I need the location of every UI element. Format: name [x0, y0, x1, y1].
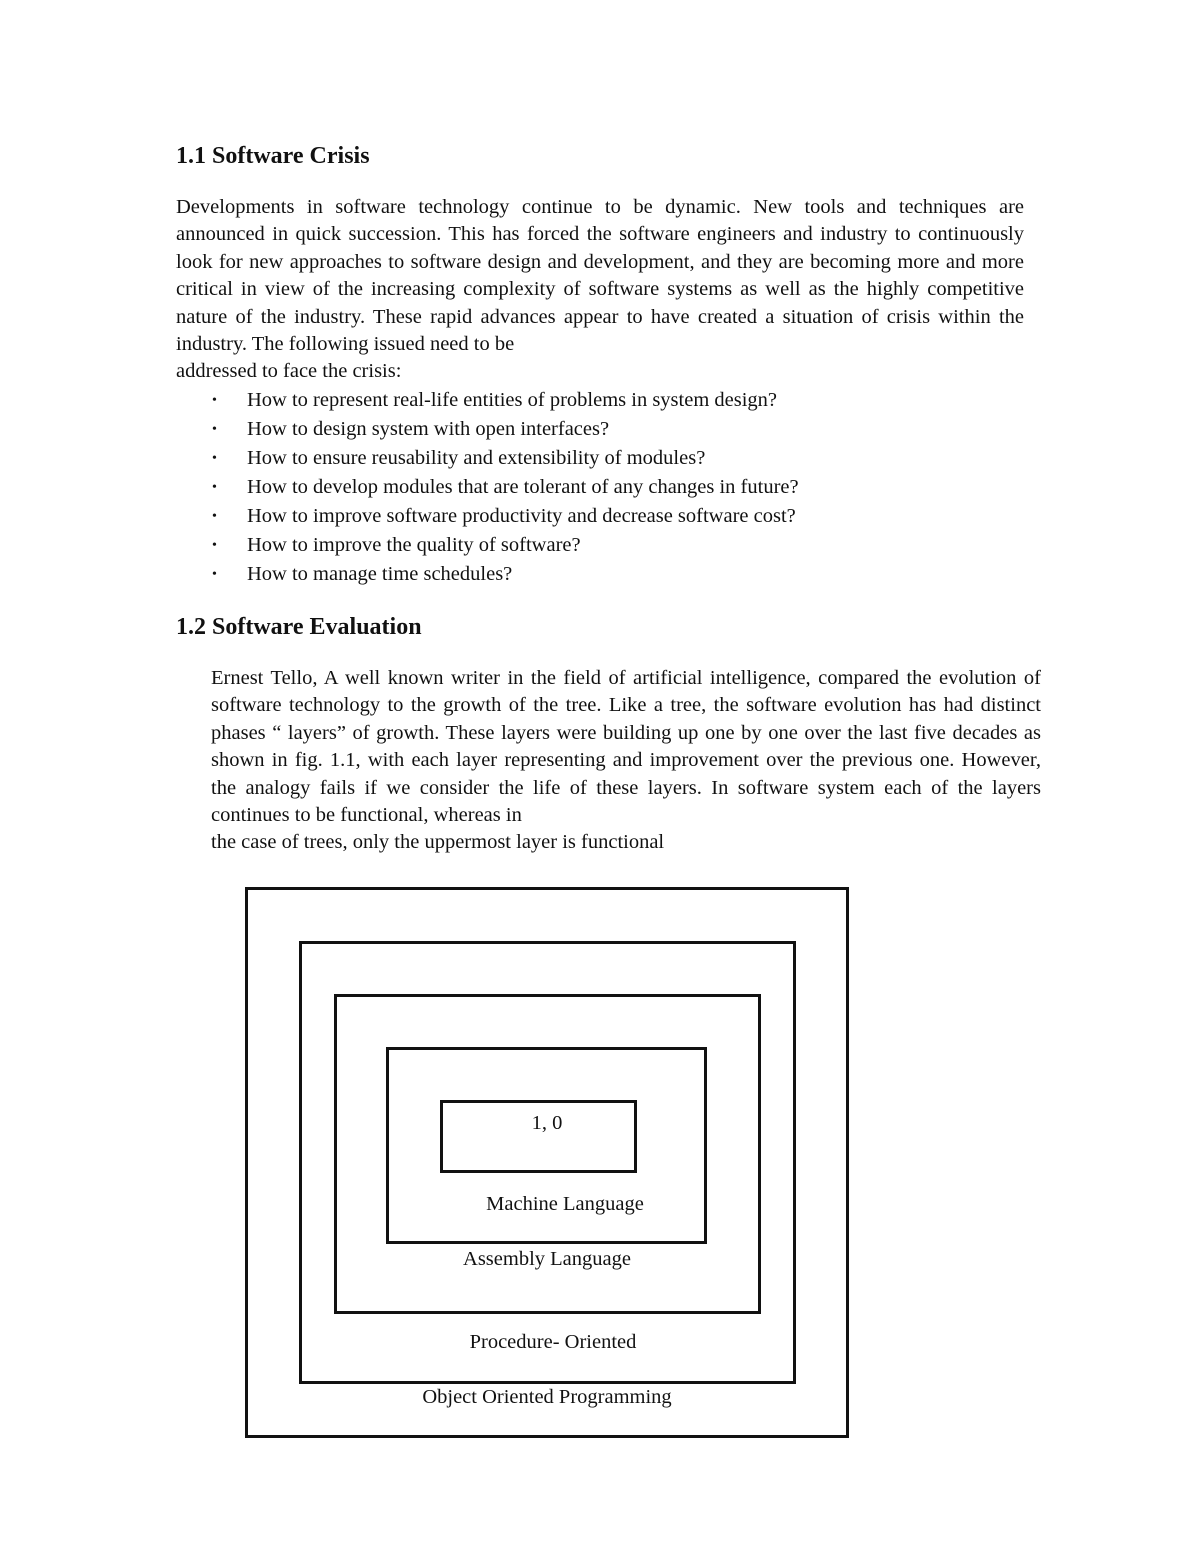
list-item-text: How to design system with open interfaces?	[247, 418, 610, 440]
bullet-icon: •	[212, 480, 217, 495]
list-item-text: How to improve the quality of software?	[247, 534, 581, 556]
crisis-issues-list	[176, 386, 799, 589]
list-item	[176, 473, 799, 502]
list-item	[176, 531, 799, 560]
section-2-paragraph-last-line: the case of trees, only the uppermost layer is functional	[211, 831, 665, 854]
list-item-text: How to manage time schedules?	[247, 563, 513, 585]
section-1-paragraph	[176, 194, 1024, 386]
list-item-text: How to represent real-life entities of problems in system design?	[247, 389, 778, 411]
section-2-paragraph	[211, 665, 1041, 857]
layer-label-procedure-oriented: Procedure- Oriented	[469, 1331, 637, 1353]
list-item	[176, 386, 799, 415]
list-item	[176, 444, 799, 473]
layer-label-binary: 1, 0	[531, 1112, 563, 1134]
section-2-paragraph-body: Ernest Tello, A well known writer in the field of artificial intelligence, compared the evolution of software technology to the growth of the tree. Like a tree, the software evolution has had distinct phases “ layers” of growth. These layers were building up one by one over the last five decades as shown in fig. 1.1, with each layer representing and improvement over the previous one. However, the analogy fails if we consider the life of these layers. In software system each of the layers continues to be functional, whereas in	[211, 667, 1041, 827]
layer-label-object-oriented-programming: Object Oriented Programming	[422, 1386, 672, 1408]
bullet-icon: •	[212, 393, 217, 408]
bullet-icon: •	[212, 567, 217, 582]
section-1-heading: 1.1 Software Crisis	[176, 143, 370, 169]
list-item-text: How to develop modules that are tolerant of any changes in future?	[247, 476, 799, 498]
list-item	[176, 502, 799, 531]
bullet-icon: •	[212, 538, 217, 553]
layer-label-assembly-language: Assembly Language	[463, 1248, 631, 1270]
bullet-icon: •	[212, 451, 217, 466]
list-item-text: How to improve software productivity and decrease software cost?	[247, 505, 796, 527]
bullet-icon: •	[212, 509, 217, 524]
list-item	[176, 415, 799, 444]
list-item-text: How to ensure reusability and extensibility of modules?	[247, 447, 706, 469]
list-item	[176, 560, 799, 589]
layer-label-machine-language: Machine Language	[486, 1193, 644, 1215]
section-1-paragraph-last-line: addressed to face the crisis:	[176, 360, 402, 383]
section-2-heading: 1.2 Software Evaluation	[176, 614, 422, 640]
bullet-icon: •	[212, 422, 217, 437]
section-1-paragraph-body: Developments in software technology continue to be dynamic. New tools and techniques are announced in quick succession. This has forced the software engineers and industry to continuously look for new approaches to software design and development, and they are becoming more and more critical in view of the increasing complexity of software systems as well as the highly competitive nature of the industry. These rapid advances appear to have created a situation of crisis within the industry. The following issued need to be	[176, 196, 1024, 356]
